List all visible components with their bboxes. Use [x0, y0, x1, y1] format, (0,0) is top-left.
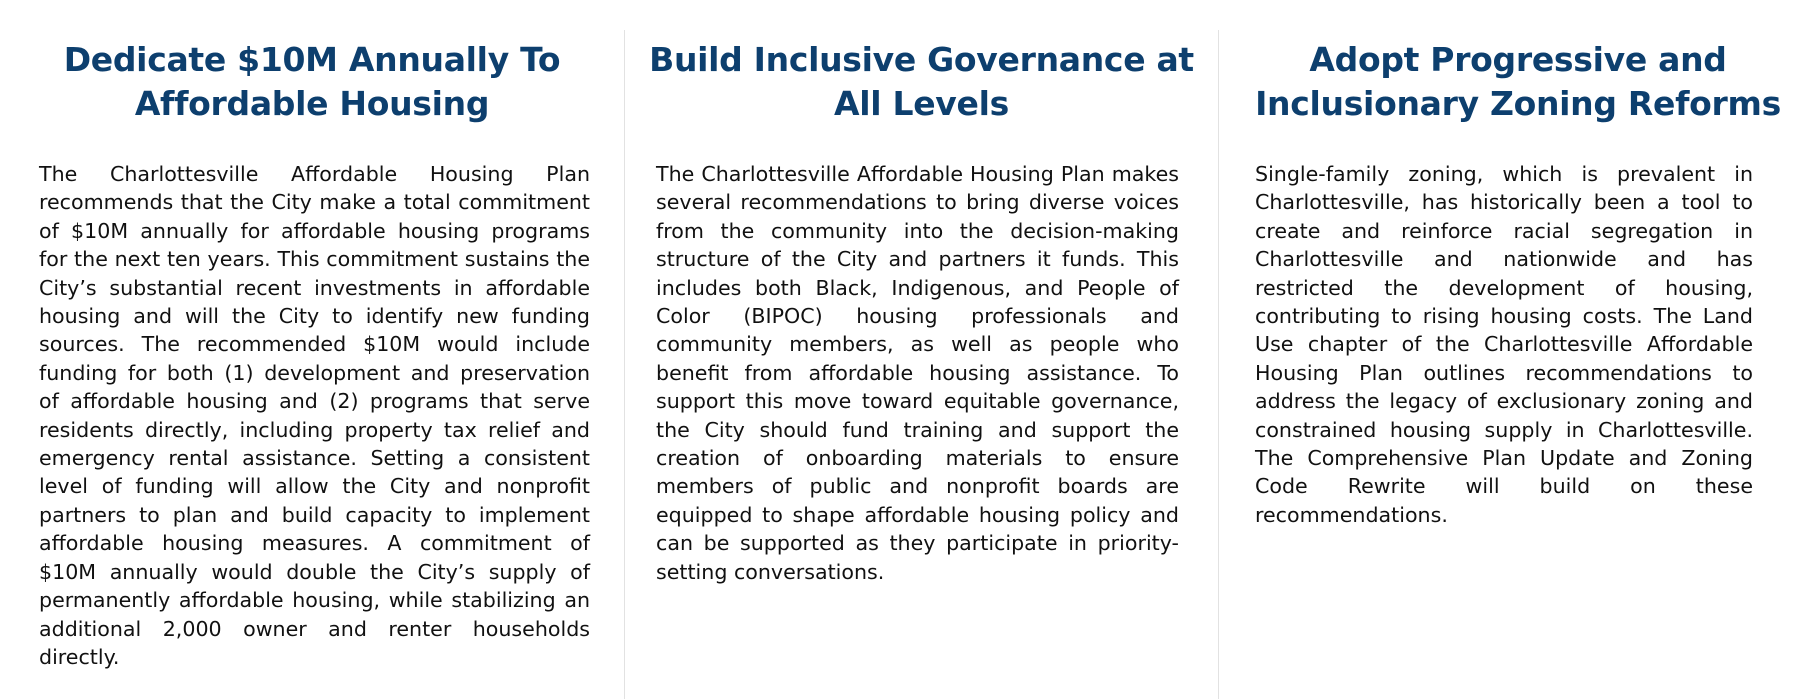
column-title: Adopt Progressive and Inclusionary Zoning Reforms	[1255, 40, 1781, 123]
column-body-text: The Charlottesville Affordable Housing Plan makes several recommendations to bring diverse voices from the community into the decision-making structure of the City and partners it funds. This includes both Black, Indigenous, and People of Color (BIPOC) housing professionals and community members, as well as people who benefit from affordable housing assistance. To support this move toward equitable governance, the City should fund training and support the creation of onboarding materials to ensure members of public and nonprofit boards are equipped to shape affordable housing policy and can be supported as they participate in priority-setting conversations.	[656, 162, 1179, 584]
recommendation-column-funding	[0, 0, 624, 699]
column-body-text: The Charlottesville Affordable Housing Plan recommends that the City make a total commitment of $10M annually for affordable housing programs for the next ten years. This commitment sustains the City’s substantial recent investments in affordable housing and will the City to identify new funding sources. The recommended $10M would include funding for both (1) development and preservation of affordable housing and (2) programs that serve residents directly, including property tax relief and emergency rental assistance. Setting a consistent level of funding will allow the City and nonprofit partners to plan and build capacity to implement affordable housing measures. A commitment of $10M annually would double the City’s supply of permanently affordable housing, while stabilizing an additional 2,000 owner and renter households directly.	[39, 162, 590, 669]
recommendation-column-zoning	[1219, 0, 1817, 699]
column-title: Dedicate $10M Annually To Affordable Housing	[63, 40, 561, 123]
column-title: Build Inclusive Governance at All Levels	[649, 40, 1194, 123]
recommendation-column-governance	[624, 0, 1219, 699]
column-body-text: Single-family zoning, which is prevalent in Charlottesville, has historically been a tool to create and reinforce racial segregation in Charlottesville and nationwide and has restricted the development of housing, contributing to rising housing costs. The Land Use chapter of the Charlottesville Affordable Housing Plan outlines recommendations to address the legacy of exclusionary zoning and constrained housing supply in Charlottesville. The Comprehensive Plan Update and Zoning Code Rewrite will build on these recommendations.	[1255, 162, 1753, 527]
